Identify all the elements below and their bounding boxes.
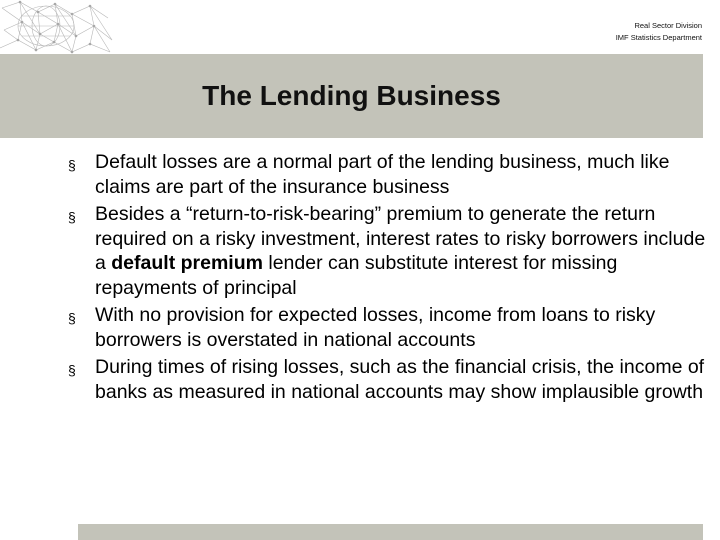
bullet-item (68, 303, 708, 352)
bullet-item (68, 355, 708, 404)
bullet-text-part: lender can substitute interest for missing repayments of principal (95, 252, 618, 299)
bullet-marker-icon: § (68, 157, 76, 173)
bullet-item (68, 150, 708, 199)
bullet-marker-icon: § (68, 209, 76, 225)
division-name: Real Sector Division (634, 21, 702, 30)
department-name: IMF Statistics Department (615, 33, 702, 42)
footer-band (78, 524, 703, 540)
bullet-marker-icon: § (68, 310, 76, 326)
title-band (0, 54, 703, 138)
network-globe-logo (0, 0, 118, 54)
bullet-text-part: Besides a “return-to-risk-bearing” premium to generate the return required on a risky investment, interest rates to risky borrowers include a (95, 203, 706, 274)
bullet-text: Default losses are a normal part of the lending business, much like claims are part of the insurance business (95, 151, 670, 198)
bullet-item (68, 202, 708, 300)
bullet-emphasis: default premium (111, 252, 263, 274)
bullet-list (68, 150, 708, 407)
bullet-text: During times of rising losses, such as the financial crisis, the income of banks as measured in national accounts may show implausible growth (95, 356, 705, 403)
slide-title: The Lending Business (202, 80, 501, 111)
bullet-text: With no provision for expected losses, income from loans to risky borrowers is overstated in national accounts (95, 304, 656, 351)
bullet-text (95, 203, 705, 299)
bullet-marker-icon: § (68, 362, 76, 378)
organization-header (616, 20, 702, 44)
